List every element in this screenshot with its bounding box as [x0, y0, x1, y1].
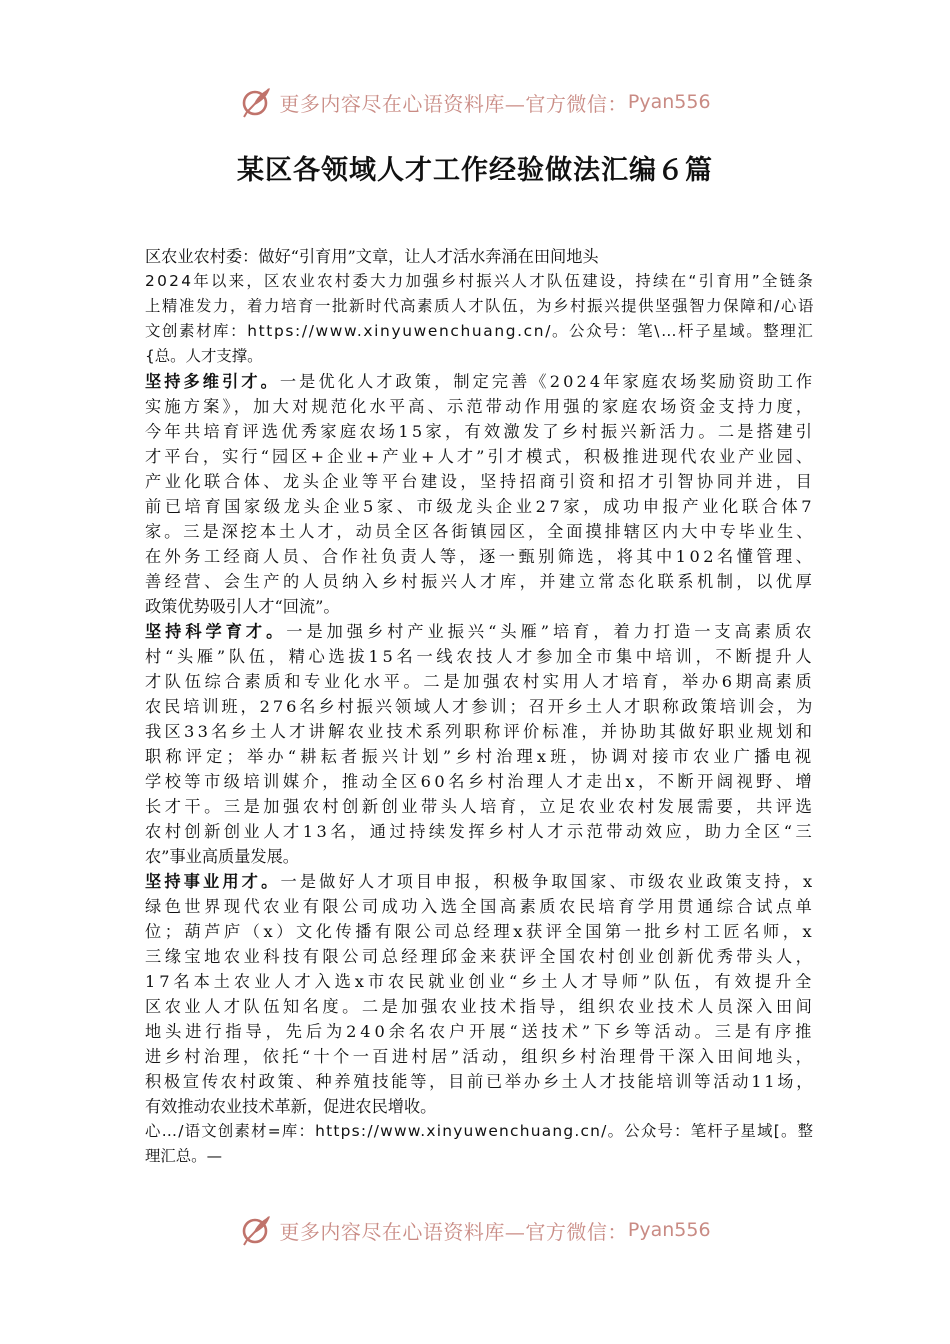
line-text: 村“头雁”队伍，精心选拔15名一线农技人才参加全市集中培训，不断提升人: [145, 647, 816, 666]
watermark-text: 更多内容尽在心语资料库—官方微信：: [279, 1219, 628, 1244]
text-line: [145, 1044, 817, 1069]
text-line: [145, 619, 817, 644]
text-line: [145, 319, 817, 344]
line-text: 积极宣传农村政策、种养殖技能等，目前已举办乡土人才技能培训等活动11场，: [145, 1072, 816, 1091]
text-line: [145, 919, 817, 944]
line-text: 位；葫芦庐（x）文化传播有限公司总经理x获评全国第一批乡村工匠名师，x: [145, 922, 816, 941]
line-text: 产业化联合体、龙头企业等平台建设，坚持招商引资和招才引智协同并进，目: [145, 472, 816, 491]
line-text: 前已培育国家级龙头企业5家、市级龙头企业27家，成功申报产业化联合体7: [145, 497, 816, 516]
line-text: 实施方案》，加大对规范化水平高、示范带动作用强的家庭农场资金支持力度，: [145, 397, 816, 416]
line-text: 在外务工经商人员、合作社负责人等，逐一甄别筛选，将其中102名懂管理、: [145, 547, 816, 566]
section-heading: 坚持科学育才。: [145, 622, 287, 641]
line-text: 农村创新创业人才13名，通过持续发挥乡村人才示范带动效应，助力全区“三: [145, 822, 816, 841]
line-text: 职称评定；举办“耕耘者振兴计划”乡村治理x班，协调对接市农业广播电视: [145, 747, 816, 766]
line-text: 一是优化人才政策，制定完善《2024年家庭农场奖励资助工作: [279, 372, 816, 391]
text-line: [145, 594, 817, 619]
watermark-banner-top: [0, 82, 950, 122]
line-text: 学校等市级培训媒介，推动全区60名乡村治理人才走出x，不断开阔视野、增: [145, 772, 816, 791]
line-text: 才队伍综合素质和专业化水平。二是加强农村实用人才培育，举办6期高素质: [145, 672, 816, 691]
line-text: 我区33名乡土人才讲解农业技术系列职称评价标准，并协助其做好职业规划和: [145, 722, 816, 741]
line-text: 家。三是深挖本土人才，动员全区各街镇园区，全面摸排辖区内大中专毕业生、: [145, 522, 816, 541]
text-line: [145, 1069, 817, 1094]
line-text: 2024年以来，区农业农村委大力加强乡村振兴人才队伍建设，持续在“引育用”全链条: [145, 272, 815, 290]
watermark-text: 更多内容尽在心语资料库—官方微信：: [279, 91, 628, 116]
line-text: 一是加强乡村产业振兴“头雁”培育，着力打造一支高素质农: [286, 622, 816, 641]
line-text: 一是做好人才项目申报，积极争取国家、市级农业政策支持，x: [280, 872, 816, 891]
text-line: [145, 469, 817, 494]
text-line: [145, 519, 817, 544]
text-line: [145, 994, 817, 1019]
line-text: 长才干。三是加强农村创新创业带头人培育，立足农业农村发展需要，共评选: [145, 797, 816, 816]
text-line: [145, 1119, 817, 1144]
section-heading: 坚持多维引才。: [145, 372, 280, 391]
text-line: [145, 1144, 817, 1169]
document-body: [145, 244, 817, 1169]
line-text: 心…/语文创素材=库：https://www.xinyuwenchuang.cn/。公众号：笔杆子星域[。整: [145, 1122, 815, 1140]
line-text: 上精准发力，着力培育一批新时代高素质人才队伍，为乡村振兴提供坚强智力保障和/心语: [145, 297, 815, 315]
text-line: [145, 369, 817, 394]
text-line: [145, 819, 817, 844]
line-text: 17名本土农业人才入选x市农民就业创业“乡土人才导师”队伍，有效提升全: [145, 972, 816, 991]
line-text: 区农业人才队伍知名度。二是加强农业技术指导，组织农业技术人员深入田间: [145, 997, 816, 1016]
text-line: [145, 844, 817, 869]
text-line: [145, 344, 817, 369]
feather-logo-icon: [239, 84, 275, 120]
text-line: [145, 744, 817, 769]
line-text: 善经营、会生产的人员纳入乡村振兴人才库，并建立常态化联系机制，以优厚: [145, 572, 816, 591]
text-line: [145, 544, 817, 569]
line-text: 绿色世界现代农业有限公司成功入选全国高素质农民培育学用贯通综合试点单: [145, 897, 816, 916]
line-text: 文创素材库：https://www.xinyuwenchuang.cn/。公众号：笔\…杆子星域。整理汇: [145, 322, 815, 340]
text-line: [145, 869, 817, 894]
section-heading: 坚持事业用才。: [145, 872, 281, 891]
line-text: 农民培训班，276名乡村振兴领域人才参训；召开乡土人才职称政策培训会，为: [145, 697, 816, 716]
text-line: [145, 894, 817, 919]
text-line: [145, 294, 817, 319]
line-text: 三缘宝地农业科技有限公司总经理邱金来获评全国农村创业创新优秀带头人，: [145, 947, 816, 966]
text-line: [145, 1019, 817, 1044]
text-line: [145, 969, 817, 994]
line-text: 今年共培育评选优秀家庭农场15家，有效激发了乡村振兴新活力。二是搭建引: [145, 422, 816, 441]
feather-logo-icon: [239, 1212, 275, 1248]
line-text: {总。人才支撑。: [145, 347, 263, 365]
document-title: 某区各领域人才工作经验做法汇编６篇: [237, 155, 713, 186]
text-line: [145, 569, 817, 594]
line-text: 地头进行指导，先后为240余名农户开展“送技术”下乡等活动。三是有序推: [145, 1022, 816, 1041]
line-text: 才平台，实行“园区+企业+产业+人才”引才模式，积极推进现代农业产业园、: [145, 447, 816, 466]
watermark-wechat-id: Pyan556: [627, 91, 711, 113]
text-line: [145, 419, 817, 444]
text-line: [145, 269, 817, 294]
text-line: [145, 694, 817, 719]
text-line: [145, 244, 817, 269]
text-line: [145, 444, 817, 469]
text-line: [145, 944, 817, 969]
text-line: [145, 644, 817, 669]
text-line: [145, 494, 817, 519]
text-line: [145, 669, 817, 694]
watermark-wechat-id: Pyan556: [627, 1219, 711, 1241]
line-text: 区农业农村委：做好“引育用”文章，让人才活水奔涌在田间地头: [145, 247, 599, 266]
text-line: [145, 394, 817, 419]
text-line: [145, 794, 817, 819]
watermark-banner-bottom: [0, 1210, 950, 1250]
line-text: 有效推动农业技术革新，促进农民增收。: [145, 1097, 437, 1116]
line-text: 进乡村治理，依托“十个一百进村居”活动，组织乡村治理骨干深入田间地头，: [145, 1047, 816, 1066]
line-text: 政策优势吸引人才“回流”。: [145, 597, 340, 616]
text-line: [145, 1094, 817, 1119]
text-line: [145, 769, 817, 794]
line-text: 理汇总。—: [145, 1147, 222, 1165]
line-text: 农”事业高质量发展。: [145, 847, 299, 866]
text-line: [145, 719, 817, 744]
